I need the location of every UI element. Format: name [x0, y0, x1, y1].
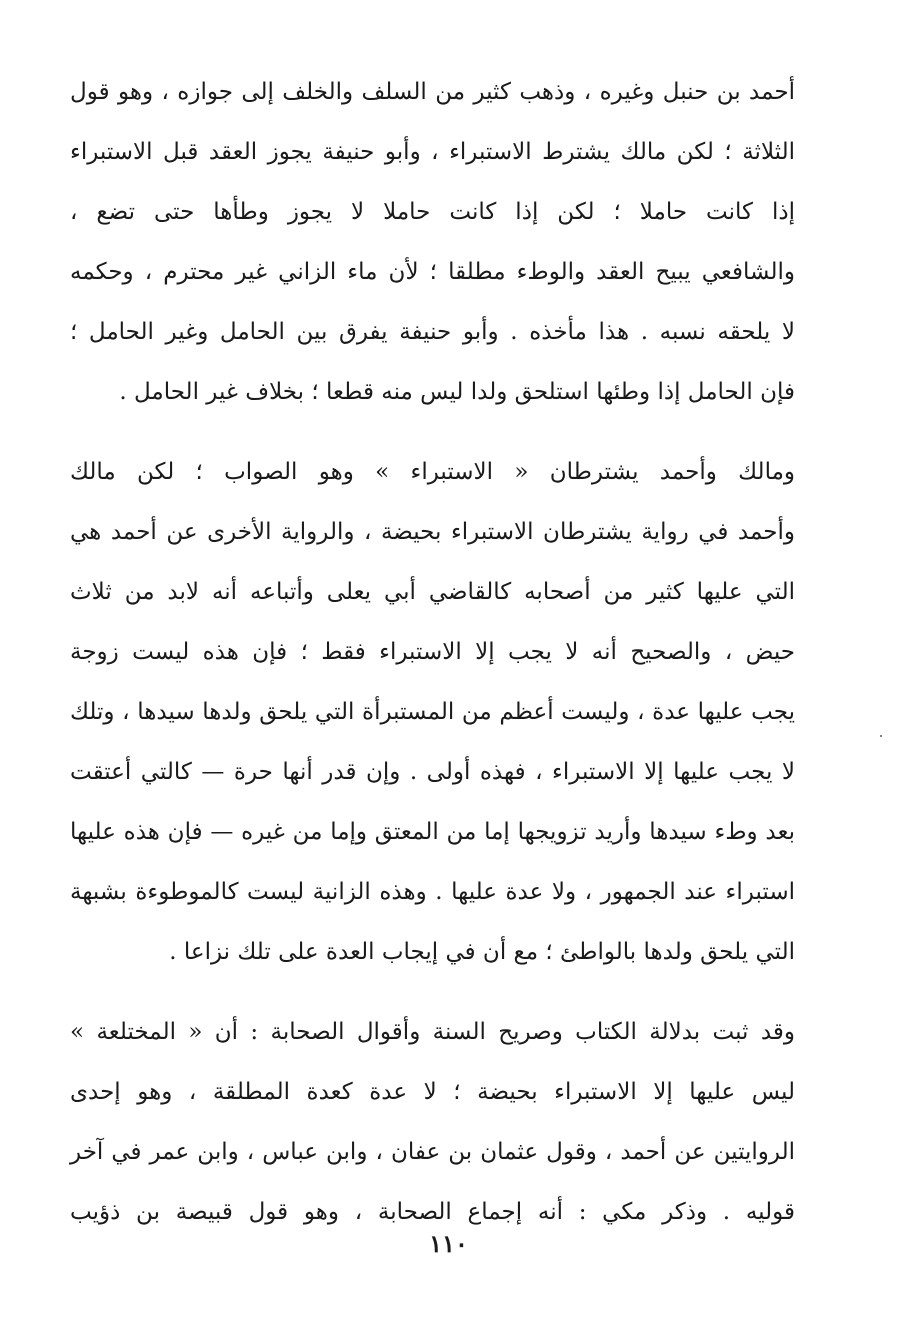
text-line: لا يلحقه نسبه . هذا مأخذه . وأبو حنيفة يفرق بين الحامل وغير الحامل ؛: [70, 319, 795, 345]
text-line: التي يلحق ولدها بالواطئ ؛ مع أن في إيجاب العدة على تلك نزاعا .: [169, 939, 795, 965]
text-line: وأحمد في رواية يشترطان الاستبراء بحيضة ، والرواية الأخرى عن أحمد هي: [70, 519, 795, 545]
text-line: والشافعي يبيح العقد والوطء مطلقا ؛ لأن ماء الزاني غير محترم ، وحكمه: [70, 259, 795, 285]
page-number: ١١٠: [429, 1229, 468, 1258]
text-line: ليس عليها إلا الاستبراء بحيضة ؛ لا عدة كعدة المطلقة ، وهو إحدى: [70, 1079, 795, 1105]
text-line: يجب عليها عدة ، وليست أعظم من المستبرأة التي يلحق ولدها سيدها ، وتلك: [70, 699, 795, 725]
text-line: حيض ، والصحيح أنه لا يجب إلا الاستبراء فقط ؛ فإن هذه ليست زوجة: [70, 639, 795, 665]
paragraph-3: [70, 1002, 795, 1242]
text-line: أحمد بن حنبل وغيره ، وذهب كثير من السلف والخلف إلى جوازه ، وهو قول: [70, 79, 795, 105]
text-line: فإن الحامل إذا وطئها استلحق ولدا ليس منه قطعا ؛ بخلاف غير الحامل .: [119, 379, 795, 405]
text-line: ومالك وأحمد يشترطان « الاستبراء » وهو الصواب ؛ لكن مالك: [70, 459, 795, 485]
text-line: الثلاثة ؛ لكن مالك يشترط الاستبراء ، وأبو حنيفة يجوز العقد قبل الاستبراء: [70, 139, 795, 165]
text-line: استبراء عند الجمهور ، ولا عدة عليها . وهذه الزانية ليست كالموطوءة بشبهة: [70, 879, 795, 905]
text-line: قوليه . وذكر مكي : أنه إجماع الصحابة ، وهو قول قبيصة بن ذؤيب: [70, 1199, 795, 1225]
text-column: [70, 62, 795, 1242]
text-line: لا يجب عليها إلا الاستبراء ، فهذه أولى . وإن قدر أنها حرة — كالتي أعتقت: [70, 759, 795, 785]
text-line: الروايتين عن أحمد ، وقول عثمان بن عفان ، وابن عباس ، وابن عمر في آخر: [70, 1139, 795, 1165]
paragraph-1: [70, 62, 795, 422]
text-line: بعد وطء سيدها وأريد تزويجها إما من المعتق وإما من غيره — فإن هذه عليها: [70, 819, 795, 845]
text-line: وقد ثبت بدلالة الكتاب وصريح السنة وأقوال الصحابة : أن « المختلعة »: [70, 1019, 795, 1045]
scan-speck: [880, 735, 882, 737]
text-line: إذا كانت حاملا ؛ لكن إذا كانت حاملا لا يجوز وطأها حتى تضع ،: [70, 199, 795, 225]
paragraph-2: [70, 442, 795, 982]
text-line: التي عليها كثير من أصحابه كالقاضي أبي يعلى وأتباعه أنه لابد من ثلاث: [70, 579, 795, 605]
